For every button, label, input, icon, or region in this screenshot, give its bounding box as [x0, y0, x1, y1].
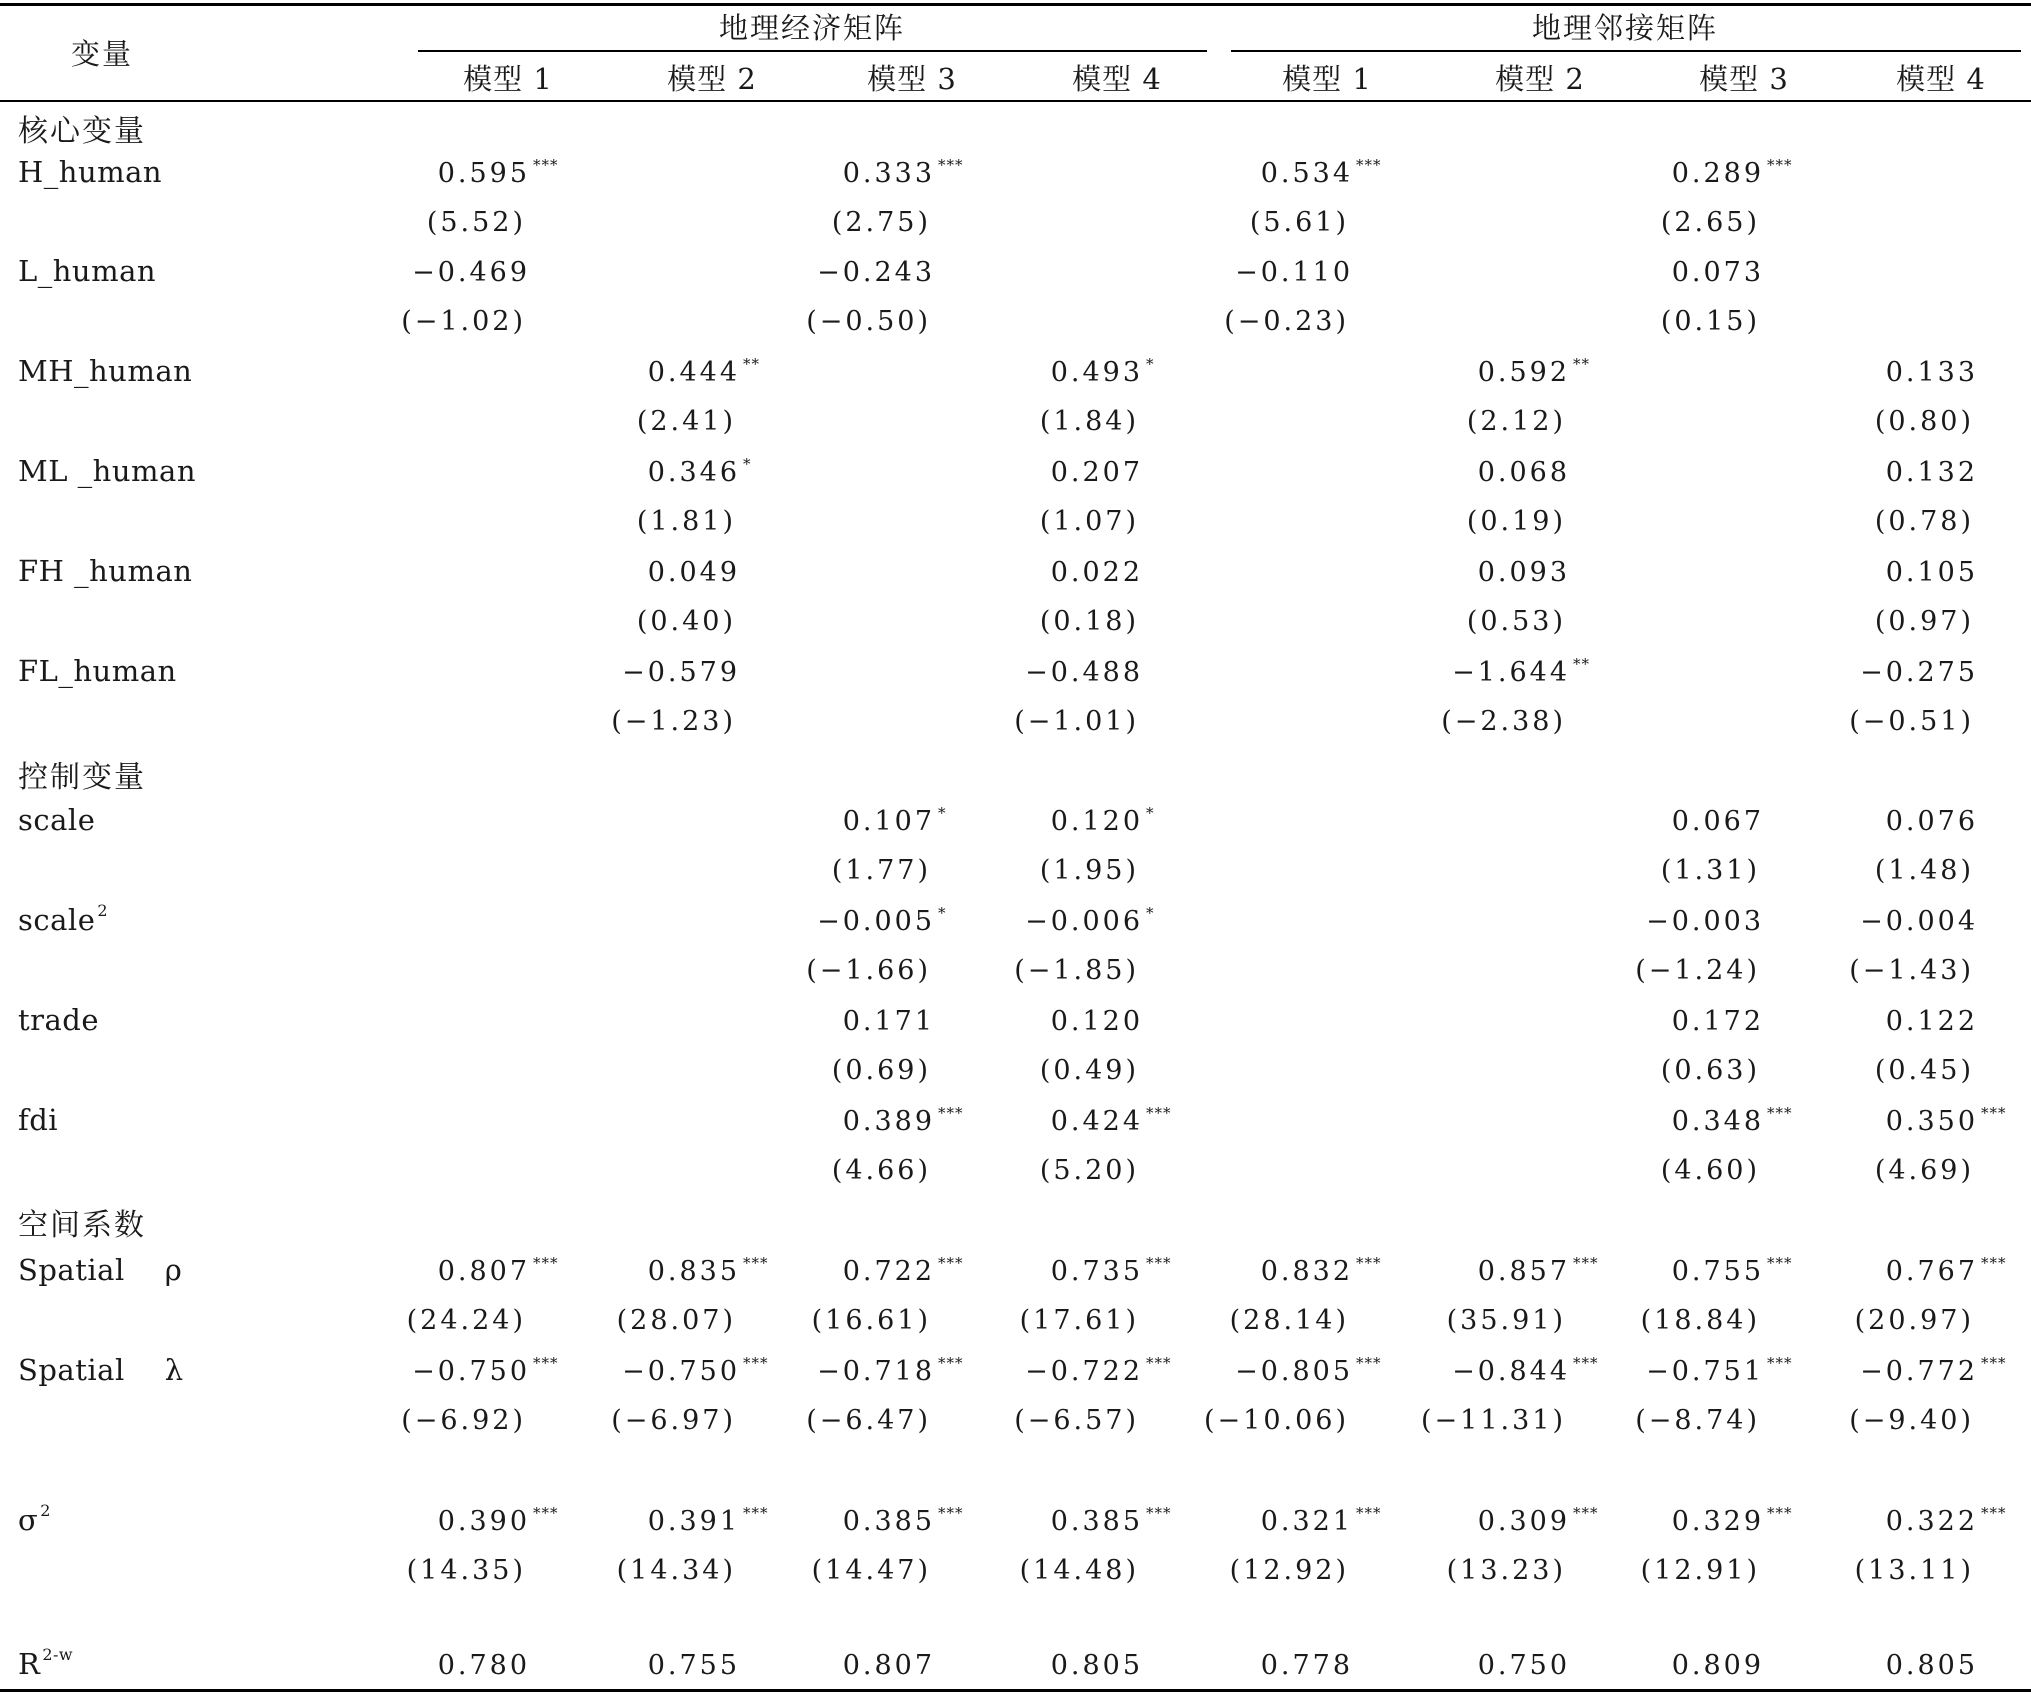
row-label: L_human	[18, 254, 157, 288]
t-statistic-cell: (0.45)	[1874, 1055, 1974, 1086]
significance-stars: ***	[533, 156, 559, 174]
coefficient-cell: 0.132	[1885, 457, 1978, 488]
coefficient-cell: 0.805	[1885, 1650, 1978, 1681]
coefficient-cell: −0.751	[1646, 1356, 1764, 1387]
t-statistic-cell: (−0.50)	[806, 306, 931, 337]
coefficient-cell: 0.350	[1885, 1106, 1978, 1137]
group-left-rule	[418, 50, 1207, 52]
section-core-variables: 核心变量	[18, 114, 146, 149]
significance-stars: ***	[533, 1354, 559, 1372]
coefficient-cell: 0.322	[1885, 1506, 1978, 1537]
t-statistic-cell: (−6.97)	[611, 1405, 736, 1436]
model-header-4: 模型 4	[1072, 62, 1162, 96]
significance-stars: ***	[938, 1504, 964, 1522]
t-statistic-cell: (1.81)	[636, 506, 736, 537]
t-statistic-cell: (1.31)	[1660, 855, 1760, 886]
table-bottom-rule	[0, 1689, 2031, 1692]
t-statistic-cell: (16.61)	[811, 1305, 931, 1336]
t-statistic-cell: (4.60)	[1660, 1155, 1760, 1186]
t-statistic-cell: (2.75)	[831, 207, 931, 238]
significance-stars: ***	[1767, 1254, 1793, 1272]
t-statistic-cell: (2.12)	[1466, 406, 1566, 437]
t-statistic-cell: (−9.40)	[1849, 1405, 1974, 1436]
t-statistic-cell: (−10.06)	[1204, 1405, 1349, 1436]
t-statistic-cell: (13.23)	[1446, 1555, 1566, 1586]
significance-stars: ***	[1981, 1104, 2007, 1122]
section-spatial-coefficients: 空间系数	[18, 1208, 146, 1243]
t-statistic-cell: (−11.31)	[1421, 1405, 1566, 1436]
t-statistic-cell: (4.69)	[1874, 1155, 1974, 1186]
significance-stars: ***	[743, 1254, 769, 1272]
significance-stars: ***	[1573, 1254, 1599, 1272]
coefficient-cell: −0.722	[1025, 1356, 1143, 1387]
significance-stars: ***	[1356, 156, 1382, 174]
significance-stars: ***	[1356, 1504, 1382, 1522]
t-statistic-cell: (0.18)	[1039, 606, 1139, 637]
coefficient-cell: 0.172	[1671, 1006, 1764, 1037]
significance-stars: ***	[938, 1104, 964, 1122]
significance-stars: *	[938, 804, 947, 822]
significance-stars: ***	[1767, 156, 1793, 174]
model-header-2: 模型 2	[667, 62, 757, 96]
significance-stars: *	[1146, 355, 1155, 373]
section-control-variables: 控制变量	[18, 760, 146, 795]
row-label: trade	[18, 1003, 100, 1037]
coefficient-cell: −0.110	[1235, 257, 1353, 288]
significance-stars: **	[743, 355, 760, 373]
significance-stars: ***	[1767, 1504, 1793, 1522]
significance-stars: ***	[938, 1354, 964, 1372]
t-statistic-cell: (14.47)	[811, 1555, 931, 1586]
t-statistic-cell: (−0.51)	[1849, 706, 1974, 737]
coefficient-cell: 0.722	[842, 1256, 935, 1287]
significance-stars: ***	[1146, 1504, 1172, 1522]
t-statistic-cell: (1.07)	[1039, 506, 1139, 537]
coefficient-cell: 0.767	[1885, 1256, 1978, 1287]
significance-stars: **	[1573, 355, 1590, 373]
t-statistic-cell: (1.84)	[1039, 406, 1139, 437]
t-statistic-cell: (12.92)	[1229, 1555, 1349, 1586]
coefficient-cell: −0.005	[817, 906, 935, 937]
significance-stars: ***	[1356, 1354, 1382, 1372]
table-header-rule	[0, 100, 2031, 102]
t-statistic-cell: (2.65)	[1660, 207, 1760, 238]
coefficient-cell: −0.579	[622, 657, 740, 688]
coefficient-cell: 0.424	[1050, 1106, 1143, 1137]
coefficient-cell: 0.534	[1260, 158, 1353, 189]
coefficient-cell: 0.133	[1885, 357, 1978, 388]
t-statistic-cell: (−1.02)	[401, 306, 526, 337]
t-statistic-cell: (4.66)	[831, 1155, 931, 1186]
significance-stars: *	[1146, 804, 1155, 822]
t-statistic-cell: (−1.85)	[1014, 955, 1139, 986]
model-header-3: 模型 3	[867, 62, 957, 96]
row-label: MH_human	[18, 354, 193, 388]
coefficient-cell: 0.835	[647, 1256, 740, 1287]
coefficient-cell: 0.857	[1477, 1256, 1570, 1287]
t-statistic-cell: (14.35)	[406, 1555, 526, 1586]
coefficient-cell: 0.348	[1671, 1106, 1764, 1137]
coefficient-cell: −0.805	[1235, 1356, 1353, 1387]
t-statistic-cell: (−1.01)	[1014, 706, 1139, 737]
significance-stars: ***	[938, 1254, 964, 1272]
significance-stars: *	[938, 904, 947, 922]
significance-stars: ***	[533, 1504, 559, 1522]
coefficient-cell: −0.003	[1646, 906, 1764, 937]
coefficient-cell: 0.093	[1477, 557, 1570, 588]
coefficient-cell: −0.750	[412, 1356, 530, 1387]
t-statistic-cell: (20.97)	[1854, 1305, 1974, 1336]
coefficient-cell: 0.780	[437, 1650, 530, 1681]
coefficient-cell: 0.049	[647, 557, 740, 588]
significance-stars: ***	[1146, 1104, 1172, 1122]
t-statistic-cell: (−1.23)	[611, 706, 736, 737]
row-label: fdi	[18, 1103, 59, 1137]
coefficient-cell: 0.107	[842, 806, 935, 837]
significance-stars: ***	[1146, 1354, 1172, 1372]
row-label: ML _human	[18, 454, 196, 488]
coefficient-cell: 0.493	[1050, 357, 1143, 388]
coefficient-cell: 0.755	[647, 1650, 740, 1681]
coefficient-cell: 0.391	[647, 1506, 740, 1537]
significance-stars: ***	[1356, 1254, 1382, 1272]
coefficient-cell: 0.321	[1260, 1506, 1353, 1537]
t-statistic-cell: (2.41)	[636, 406, 736, 437]
coefficient-cell: 0.385	[842, 1506, 935, 1537]
row-label: Spatial λ	[18, 1353, 184, 1387]
row-label: FH _human	[18, 554, 193, 588]
coefficient-cell: 0.076	[1885, 806, 1978, 837]
coefficient-cell: 0.390	[437, 1506, 530, 1537]
t-statistic-cell: (0.78)	[1874, 506, 1974, 537]
model-header-6: 模型 2	[1495, 62, 1585, 96]
t-statistic-cell: (0.19)	[1466, 506, 1566, 537]
coefficient-cell: 0.778	[1260, 1650, 1353, 1681]
row-label: scale	[18, 803, 96, 837]
significance-stars: ***	[1981, 1354, 2007, 1372]
significance-stars: *	[1146, 904, 1155, 922]
t-statistic-cell: (5.61)	[1249, 207, 1349, 238]
coefficient-cell: 0.389	[842, 1106, 935, 1137]
significance-stars: ***	[1767, 1104, 1793, 1122]
coefficient-cell: 0.105	[1885, 557, 1978, 588]
coefficient-cell: −0.243	[817, 257, 935, 288]
t-statistic-cell: (0.49)	[1039, 1055, 1139, 1086]
coefficient-cell: −0.275	[1860, 657, 1978, 688]
coefficient-cell: 0.832	[1260, 1256, 1353, 1287]
t-statistic-cell: (−1.43)	[1849, 955, 1974, 986]
coefficient-cell: 0.385	[1050, 1506, 1143, 1537]
t-statistic-cell: (1.95)	[1039, 855, 1139, 886]
coefficient-cell: 0.022	[1050, 557, 1143, 588]
t-statistic-cell: (−6.57)	[1014, 1405, 1139, 1436]
t-statistic-cell: (14.34)	[616, 1555, 736, 1586]
coefficient-cell: 0.333	[842, 158, 935, 189]
coefficient-cell: −0.750	[622, 1356, 740, 1387]
t-statistic-cell: (0.80)	[1874, 406, 1974, 437]
t-statistic-cell: (5.52)	[426, 207, 526, 238]
row-label: σ $^2$	[18, 1501, 51, 1537]
coefficient-cell: 0.592	[1477, 357, 1570, 388]
t-statistic-cell: (0.63)	[1660, 1055, 1760, 1086]
coefficient-cell: 0.346	[647, 457, 740, 488]
coefficient-cell: 0.595	[437, 158, 530, 189]
t-statistic-cell: (0.69)	[831, 1055, 931, 1086]
significance-stars: ***	[1981, 1504, 2007, 1522]
t-statistic-cell: (−6.92)	[401, 1405, 526, 1436]
coefficient-cell: 0.805	[1050, 1650, 1143, 1681]
coefficient-cell: 0.067	[1671, 806, 1764, 837]
group-right-rule	[1231, 50, 2021, 52]
t-statistic-cell: (17.61)	[1019, 1305, 1139, 1336]
coefficient-cell: −0.004	[1860, 906, 1978, 937]
significance-stars: ***	[1981, 1254, 2007, 1272]
model-header-1: 模型 1	[463, 62, 553, 96]
t-statistic-cell: (1.48)	[1874, 855, 1974, 886]
coefficient-cell: −1.644	[1452, 657, 1570, 688]
coefficient-cell: −0.469	[412, 257, 530, 288]
coefficient-cell: 0.309	[1477, 1506, 1570, 1537]
significance-stars: *	[743, 455, 752, 473]
variable-column-header: 变量	[71, 37, 134, 71]
significance-stars: ***	[743, 1354, 769, 1372]
significance-stars: ***	[1767, 1354, 1793, 1372]
coefficient-cell: 0.122	[1885, 1006, 1978, 1037]
significance-stars: ***	[1146, 1254, 1172, 1272]
coefficient-cell: 0.068	[1477, 457, 1570, 488]
coefficient-cell: 0.807	[437, 1256, 530, 1287]
group-header-geo-adjacency: 地理邻接矩阵	[1531, 11, 1719, 45]
t-statistic-cell: (12.91)	[1640, 1555, 1760, 1586]
coefficient-cell: 0.120	[1050, 806, 1143, 837]
coefficient-cell: −0.006	[1025, 906, 1143, 937]
row-label: scale $^2$	[18, 901, 109, 937]
significance-stars: ***	[743, 1504, 769, 1522]
row-label: FL_human	[18, 654, 177, 688]
t-statistic-cell: (1.77)	[831, 855, 931, 886]
t-statistic-cell: (0.40)	[636, 606, 736, 637]
t-statistic-cell: (28.07)	[616, 1305, 736, 1336]
group-header-geo-economic: 地理经济矩阵	[718, 11, 906, 45]
t-statistic-cell: (24.24)	[406, 1305, 526, 1336]
coefficient-cell: 0.207	[1050, 457, 1143, 488]
coefficient-cell: −0.718	[817, 1356, 935, 1387]
t-statistic-cell: (0.97)	[1874, 606, 1974, 637]
significance-stars: ***	[533, 1254, 559, 1272]
coefficient-cell: 0.444	[647, 357, 740, 388]
t-statistic-cell: (13.11)	[1854, 1555, 1974, 1586]
t-statistic-cell: (14.48)	[1019, 1555, 1139, 1586]
coefficient-cell: 0.807	[842, 1650, 935, 1681]
row-label: R $^{2-w}$	[18, 1645, 74, 1681]
t-statistic-cell: (35.91)	[1446, 1305, 1566, 1336]
t-statistic-cell: (18.84)	[1640, 1305, 1760, 1336]
model-header-8: 模型 4	[1896, 62, 1986, 96]
significance-stars: ***	[1573, 1504, 1599, 1522]
t-statistic-cell: (−6.47)	[806, 1405, 931, 1436]
coefficient-cell: 0.120	[1050, 1006, 1143, 1037]
t-statistic-cell: (5.20)	[1039, 1155, 1139, 1186]
t-statistic-cell: (−0.23)	[1224, 306, 1349, 337]
t-statistic-cell: (28.14)	[1229, 1305, 1349, 1336]
coefficient-cell: 0.750	[1477, 1650, 1570, 1681]
t-statistic-cell: (−2.38)	[1441, 706, 1566, 737]
coefficient-cell: 0.755	[1671, 1256, 1764, 1287]
t-statistic-cell: (0.15)	[1660, 306, 1760, 337]
coefficient-cell: 0.329	[1671, 1506, 1764, 1537]
coefficient-cell: −0.844	[1452, 1356, 1570, 1387]
coefficient-cell: 0.073	[1671, 257, 1764, 288]
model-header-7: 模型 3	[1699, 62, 1789, 96]
t-statistic-cell: (0.53)	[1466, 606, 1566, 637]
coefficient-cell: 0.289	[1671, 158, 1764, 189]
significance-stars: ***	[1573, 1354, 1599, 1372]
t-statistic-cell: (−8.74)	[1635, 1405, 1760, 1436]
model-header-5: 模型 1	[1282, 62, 1372, 96]
coefficient-cell: 0.171	[842, 1006, 935, 1037]
row-label: Spatial ρ	[18, 1253, 183, 1287]
coefficient-cell: −0.488	[1025, 657, 1143, 688]
significance-stars: **	[1573, 655, 1590, 673]
table-top-rule	[0, 3, 2031, 6]
coefficient-cell: 0.809	[1671, 1650, 1764, 1681]
significance-stars: ***	[938, 156, 964, 174]
t-statistic-cell: (−1.66)	[806, 955, 931, 986]
coefficient-cell: 0.735	[1050, 1256, 1143, 1287]
row-label: H_human	[18, 155, 163, 189]
t-statistic-cell: (−1.24)	[1635, 955, 1760, 986]
coefficient-cell: −0.772	[1860, 1356, 1978, 1387]
